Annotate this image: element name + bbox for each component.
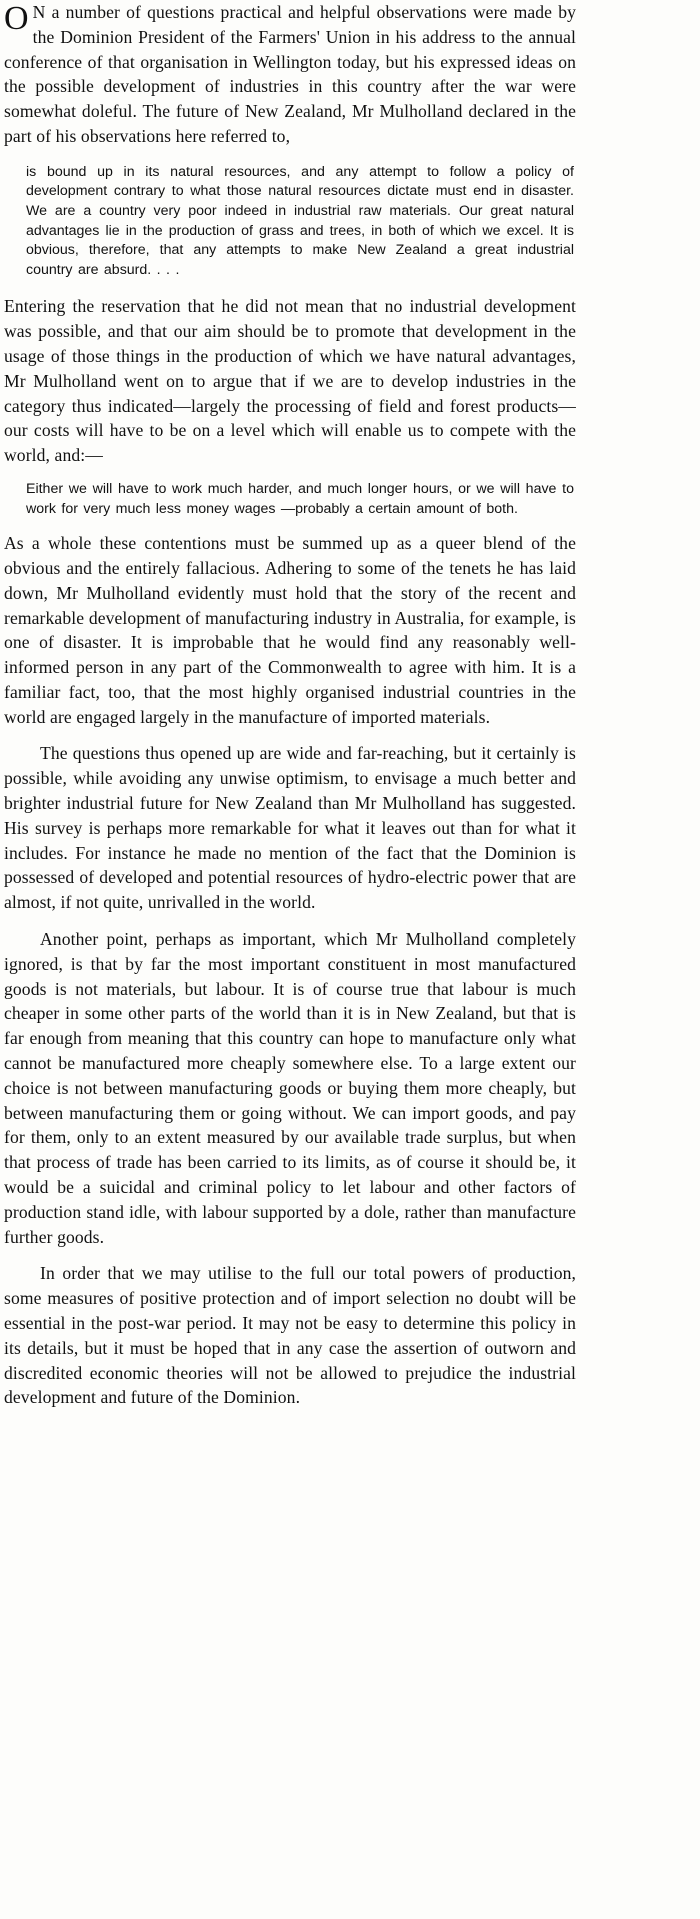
paragraph-1-text: a number of questions practical and helpful observations were made by the Dominion President of the Farmers' Union in his address to the annual conference of that organisation in Wellington today, but his expressed ideas on the possible development of industries in this country after the war were somewhat doleful. The future of New Zealand, Mr Mulholland declared in the part of his observations here referred to, bbox=[4, 2, 576, 146]
paragraph-1 bbox=[4, 0, 576, 149]
lead-letters: N bbox=[32, 2, 46, 22]
paragraph-6: In order that we may utilise to the full our total powers of production, some measures of positive protection and of import selection no doubt will be essential in the post-war period. It may not be easy to determine this policy in its details, but it must be hoped that in any case the assertion of outworn and discredited economic theories will not be allowed to prejudice the industrial development and future of the Dominion. bbox=[4, 1263, 576, 1408]
paragraph-3: As a whole these contentions must be summed up as a queer blend of the obvious and the entirely fallacious. Adhering to some of the tenets he has laid down, Mr Mulholland evidently must hold that the story of the recent and remarkable development of manufacturing industry in Australia, for example, is one of disaster. It is improbable that he would find any reasonably well-informed person in any part of the Commonwealth to agree with him. It is a familiar fact, too, that the most highly organised industrial countries in the world are engaged largely in the manufacture of imported materials. bbox=[4, 533, 576, 727]
paragraph-4: The questions thus opened up are wide and far-reaching, but it certainly is possible, while avoiding any unwise optimism, to envisage a much better and brighter industrial future for New Zealand than Mr Mulholland has suggested. His survey is perhaps more remarkable for what it leaves out than for what it includes. For instance he made no mention of the fact that the Dominion is possessed of developed and potential resources of hydro-electric power that are almost, if not quite, unrivalled in the world. bbox=[4, 743, 576, 913]
article-column bbox=[4, 0, 576, 1410]
paragraph-2: Entering the reservation that he did not mean that no industrial development was possible, and that our aim should be to promote that development in the usage of those things in the production of which we have natural advantages, Mr Mulholland went on to argue that if we are to develop industries in the category thus indicated—largely the processing of field and forest products—our costs will have to be on a level which will enable us to compete with the world, and:— bbox=[4, 296, 576, 466]
quotation-2: Either we will have to work much harder, and much longer hours, or we will have to work for very much less money wages —probably a certain amount of both. bbox=[26, 480, 574, 517]
drop-cap: O bbox=[4, 0, 29, 37]
paragraph-5: Another point, perhaps as important, which Mr Mulholland completely ignored, is that by far the most important constituent in most manufactured goods is not materials, but labour. It is of course true that labour is much cheaper in some other parts of the world than it is in New Zealand, but that is far enough from meaning that this country can hope to manufacture only what cannot be manufactured more cheaply somewhere else. To a large extent our choice is not between manufacturing goods or buying them more cheaply, but between manufacturing them or going without. We can import goods, and pay for them, only to an extent measured by our available trade surplus, but when that process of trade has been carried to its limits, as of course it should be, it would be a suicidal and criminal policy to let labour and other factors of production stand idle, with labour supported by a dole, rather than manufacture further goods. bbox=[4, 929, 576, 1247]
quotation-1: is bound up in its natural resources, and any attempt to follow a policy of development contrary to what those natural resources dictate must end in disaster. We are a country very poor indeed in industrial raw materials. Our great natural advantages lie in the production of grass and trees, in both of which we excel. It is obvious, therefore, that any attempts to make New Zealand a great industrial country are absurd. . . . bbox=[26, 163, 574, 278]
